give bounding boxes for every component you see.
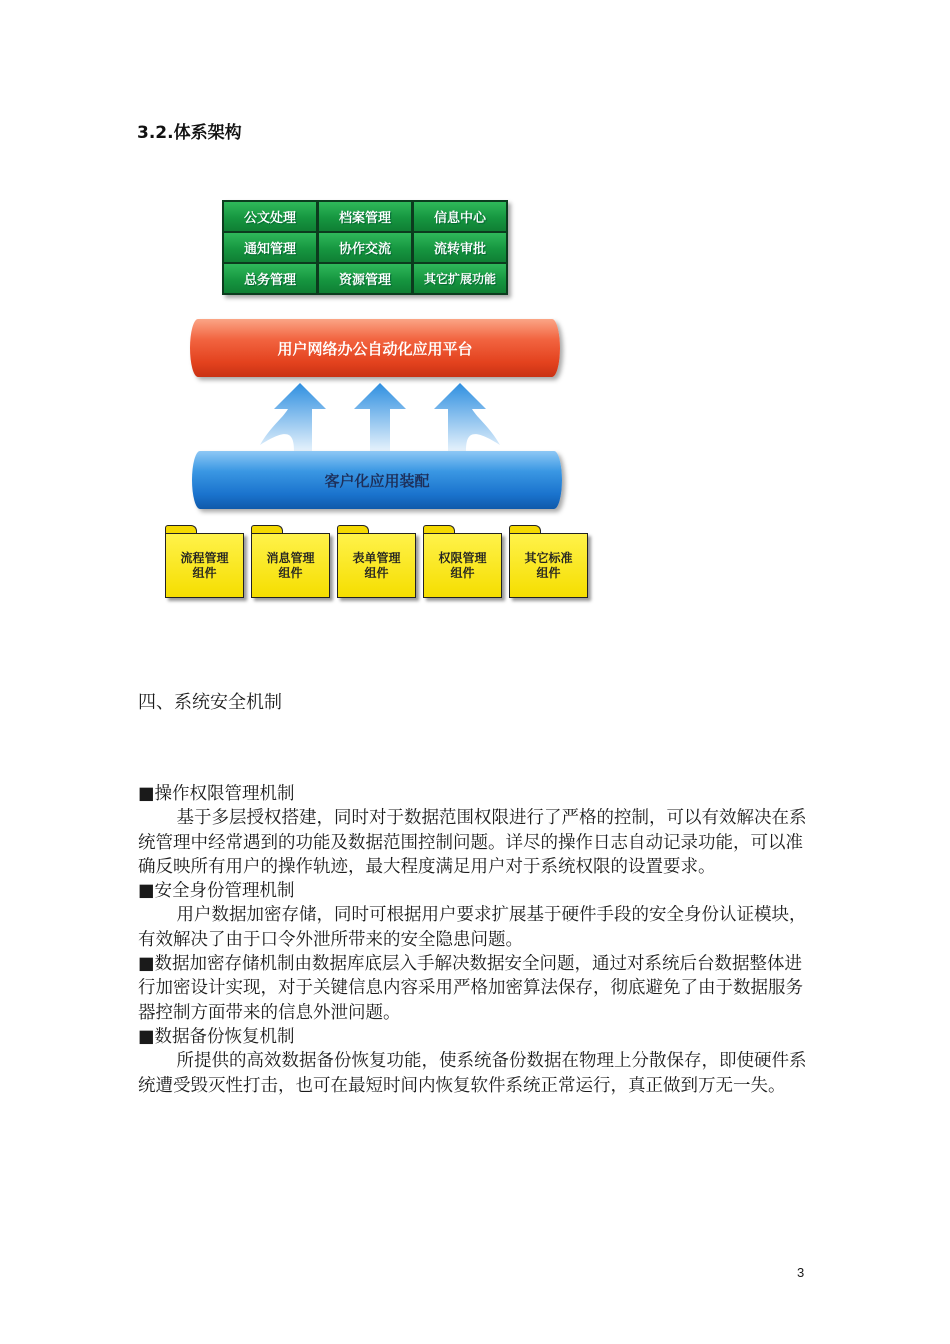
security-mechanisms (138, 782, 818, 1098)
module-cell: 档案管理 (319, 202, 411, 231)
component-label: 表单管理 组件 (337, 533, 416, 598)
assembly-bar: 客户化应用装配 (192, 451, 562, 509)
component-folder (509, 525, 589, 599)
component-folder (165, 525, 245, 599)
platform-bar: 用户网络办公自动化应用平台 (190, 319, 560, 377)
module-cell: 公文处理 (224, 202, 316, 231)
module-cell: 流转审批 (414, 233, 506, 262)
component-label: 消息管理 组件 (251, 533, 330, 598)
mechanism-paragraph: ■数据加密存储机制由数据库底层入手解决数据安全问题，通过对系统后台数据整体进行加密设计实现，对于关键信息内容采用严格加密算法保存，彻底避免了由于数据服务器控制方面带来的信息外泄问题。 (138, 954, 803, 1023)
module-cell: 其它扩展功能 (414, 264, 506, 293)
upward-arrows (240, 381, 520, 455)
component-folder (337, 525, 417, 599)
mechanism-body: 用户数据加密存储，同时可根据用户要求扩展基于硬件手段的安全身份认证模块，有效解决了由于口令外泄所带来的安全隐患问题。 (138, 905, 807, 950)
mechanism-body: 基于多层授权搭建，同时对于数据范围权限进行了严格的控制，可以有效解决在系统管理中经常遇到的功能及数据范围控制问题。详尽的操作日志自动记录功能，可以准确反映所有用户的操作轨迹，最大程度满足用户对于系统权限的设置要求。 (138, 808, 807, 877)
arrow-up-icon (260, 383, 326, 451)
module-cell: 通知管理 (224, 233, 316, 262)
module-cell: 协作交流 (319, 233, 411, 262)
mechanism-heading: ■安全身份管理机制 (138, 881, 295, 902)
mechanism-heading: ■数据备份恢复机制 (138, 1026, 295, 1047)
section-title: 3.2.体系架构 (137, 123, 242, 143)
chapter-title: 四、系统安全机制 (138, 692, 282, 713)
module-cell: 资源管理 (319, 264, 411, 293)
arrow-up-icon (354, 383, 406, 451)
component-label: 权限管理 组件 (423, 533, 502, 598)
page-number: 3 (797, 1265, 805, 1280)
module-cell: 总务管理 (224, 264, 316, 293)
component-label: 流程管理 组件 (165, 533, 244, 598)
module-cell: 信息中心 (414, 202, 506, 231)
mechanism-heading: ■操作权限管理机制 (138, 784, 295, 804)
component-folder (251, 525, 331, 599)
component-label: 其它标准 组件 (509, 533, 588, 598)
component-folder (423, 525, 503, 599)
arrow-up-icon (434, 383, 500, 451)
mechanism-body: 所提供的高效数据备份恢复功能，使系统备份数据在物理上分散保存，即使硬件系统遭受毁灭性打击，也可在最短时间内恢复软件系统正常运行，真正做到万无一失。 (138, 1051, 807, 1096)
architecture-diagram (160, 195, 600, 605)
module-grid (222, 200, 508, 295)
